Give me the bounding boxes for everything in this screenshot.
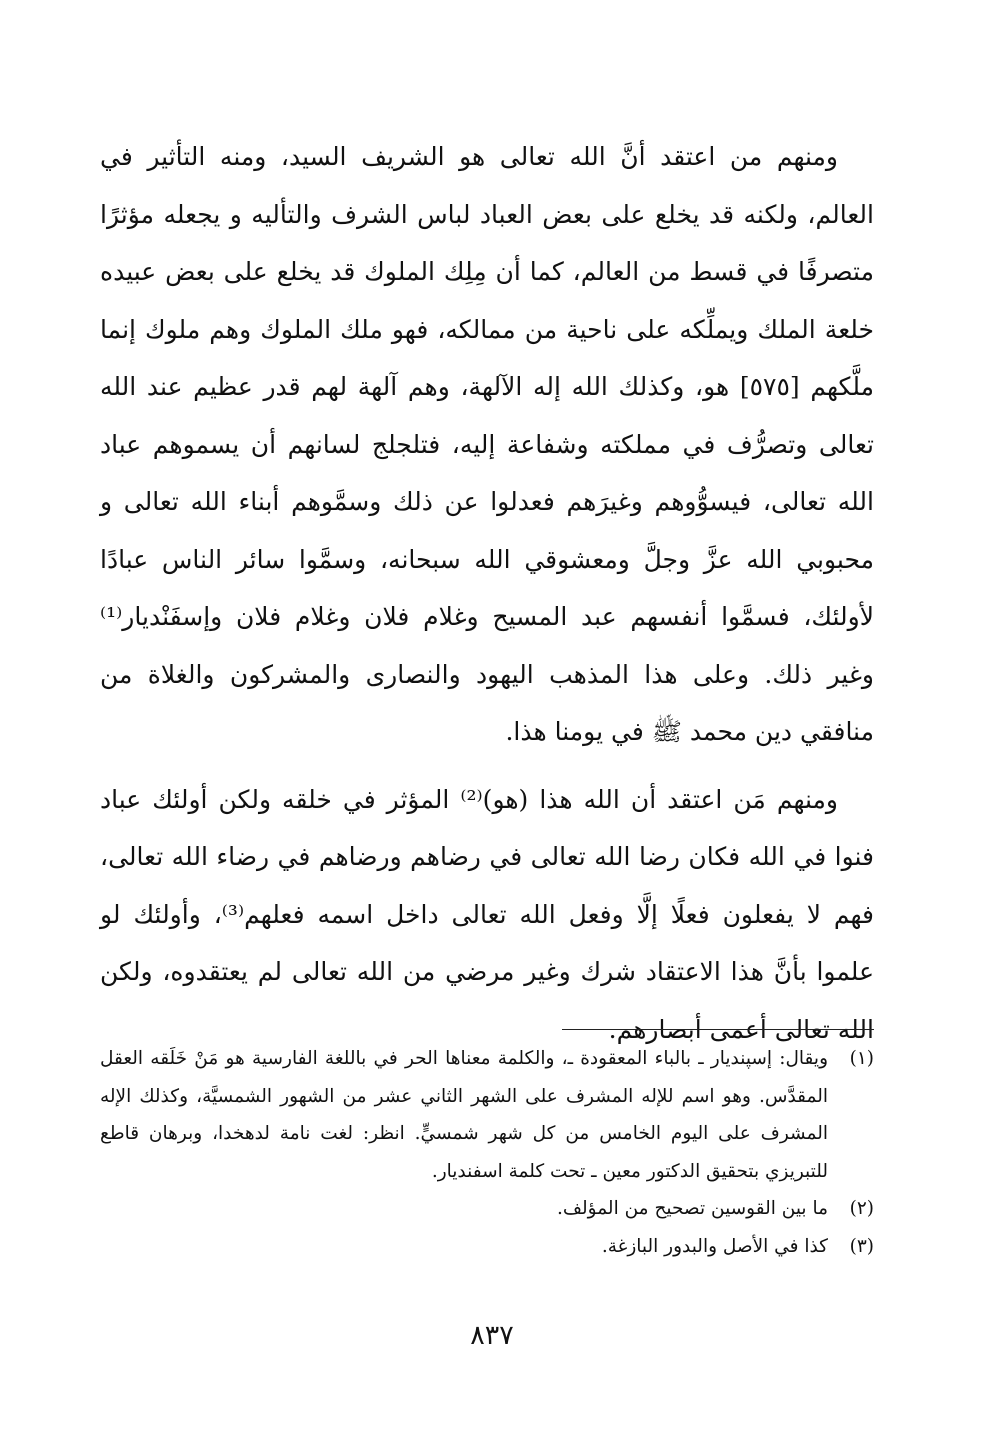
page-number: ٨٣٧: [470, 1320, 514, 1351]
main-text: [100, 128, 874, 1058]
paragraph-1: ومنهم من اعتقد أنَّ الله تعالى هو الشريف السيد، ومنه التأثير في العالم، ولكنه قد يخلع على بعض العباد لباس الشرف والتأليه و يجعله مؤثرًا متصرفًا في قسط من العالم، كما أن مِلِك الملوك قد يخلع على بعض عبيده خلعة الملك ويملِّكه على ناحية من ممالكه، فهو ملك الملوك وهم ملوك إنما ملَّكهم [٥٧٥] هو، وكذلك الله إله الآلهة، وهم آلهة لهم قدر عظيم عند الله تعالى وتصرُّف في مملكته وشفاعة إليه، فتلجلج لسانهم أن يسموهم عباد الله تعالى، فيسوُّوهم وغيرَهم فعدلوا عن ذلك وسمَّوهم أبناء الله تعالى و محبوبي الله عزَّ وجلَّ ومعشوقي الله سبحانه، وسمَّوا سائر الناس عبادًا لأولئك، فسمَّوا أنفسهم عبد المسيح وغلام فلان وغلام فلان وإسفَنْديار⁽¹⁾ وغير ذلك. وعلى هذا المذهب اليهود والنصارى والمشركون والغلاة من منافقي دين محمد ﷺ في يومنا هذا.: [100, 142, 874, 746]
footnote-text: كذا في الأصل والبدور البازغة.: [601, 1235, 828, 1257]
paragraph-2: ومنهم مَن اعتقد أن الله هذا (هو)⁽²⁾ المؤثر في خلقه ولكن أولئك عباد فنوا في الله فكان رضا الله تعالى في رضاهم ورضاهم في رضاء الله تعالى، فهم لا يفعلون فعلًا إلَّا وفعل الله تعالى داخل اسمه فعلهم⁽³⁾، وأولئك لو علموا بأنَّ هذا الاعتقاد شرك وغير مرضي من الله تعالى لم يعتقدوه، ولكن الله تعالى أعمى أبصارهم.: [100, 784, 874, 1044]
footnote-separator: [562, 1029, 874, 1030]
footnote-3: [100, 1228, 874, 1266]
footnote-number: (١): [849, 1048, 874, 1069]
footnote-number: (٣): [849, 1235, 874, 1257]
footnote-1: [100, 1040, 874, 1190]
footnotes: [100, 1040, 874, 1265]
footnote-number: (٢): [849, 1198, 874, 1219]
footnote-text: ويقال: إسپنديار ـ بالباء المعقودة ـ، والكلمة معناها الحر في باللغة الفارسية هو مَنْ خَلَقه العقل المقدَّس. وهو اسم للإله المشرف على الشهر الثاني عشر من الشهور الشمسيَّة، وكذلك الإله المشرف على اليوم الخامس من كل شهر شمسيٍّ. انظر: لغت نامة لدهخدا، وبرهان قاطع للتبريزي بتحقيق الدكتور معين ـ تحت كلمة اسفنديار.: [100, 1048, 828, 1182]
footnote-2: [100, 1190, 874, 1228]
footnote-text: ما بين القوسين تصحيح من المؤلف.: [557, 1198, 828, 1219]
